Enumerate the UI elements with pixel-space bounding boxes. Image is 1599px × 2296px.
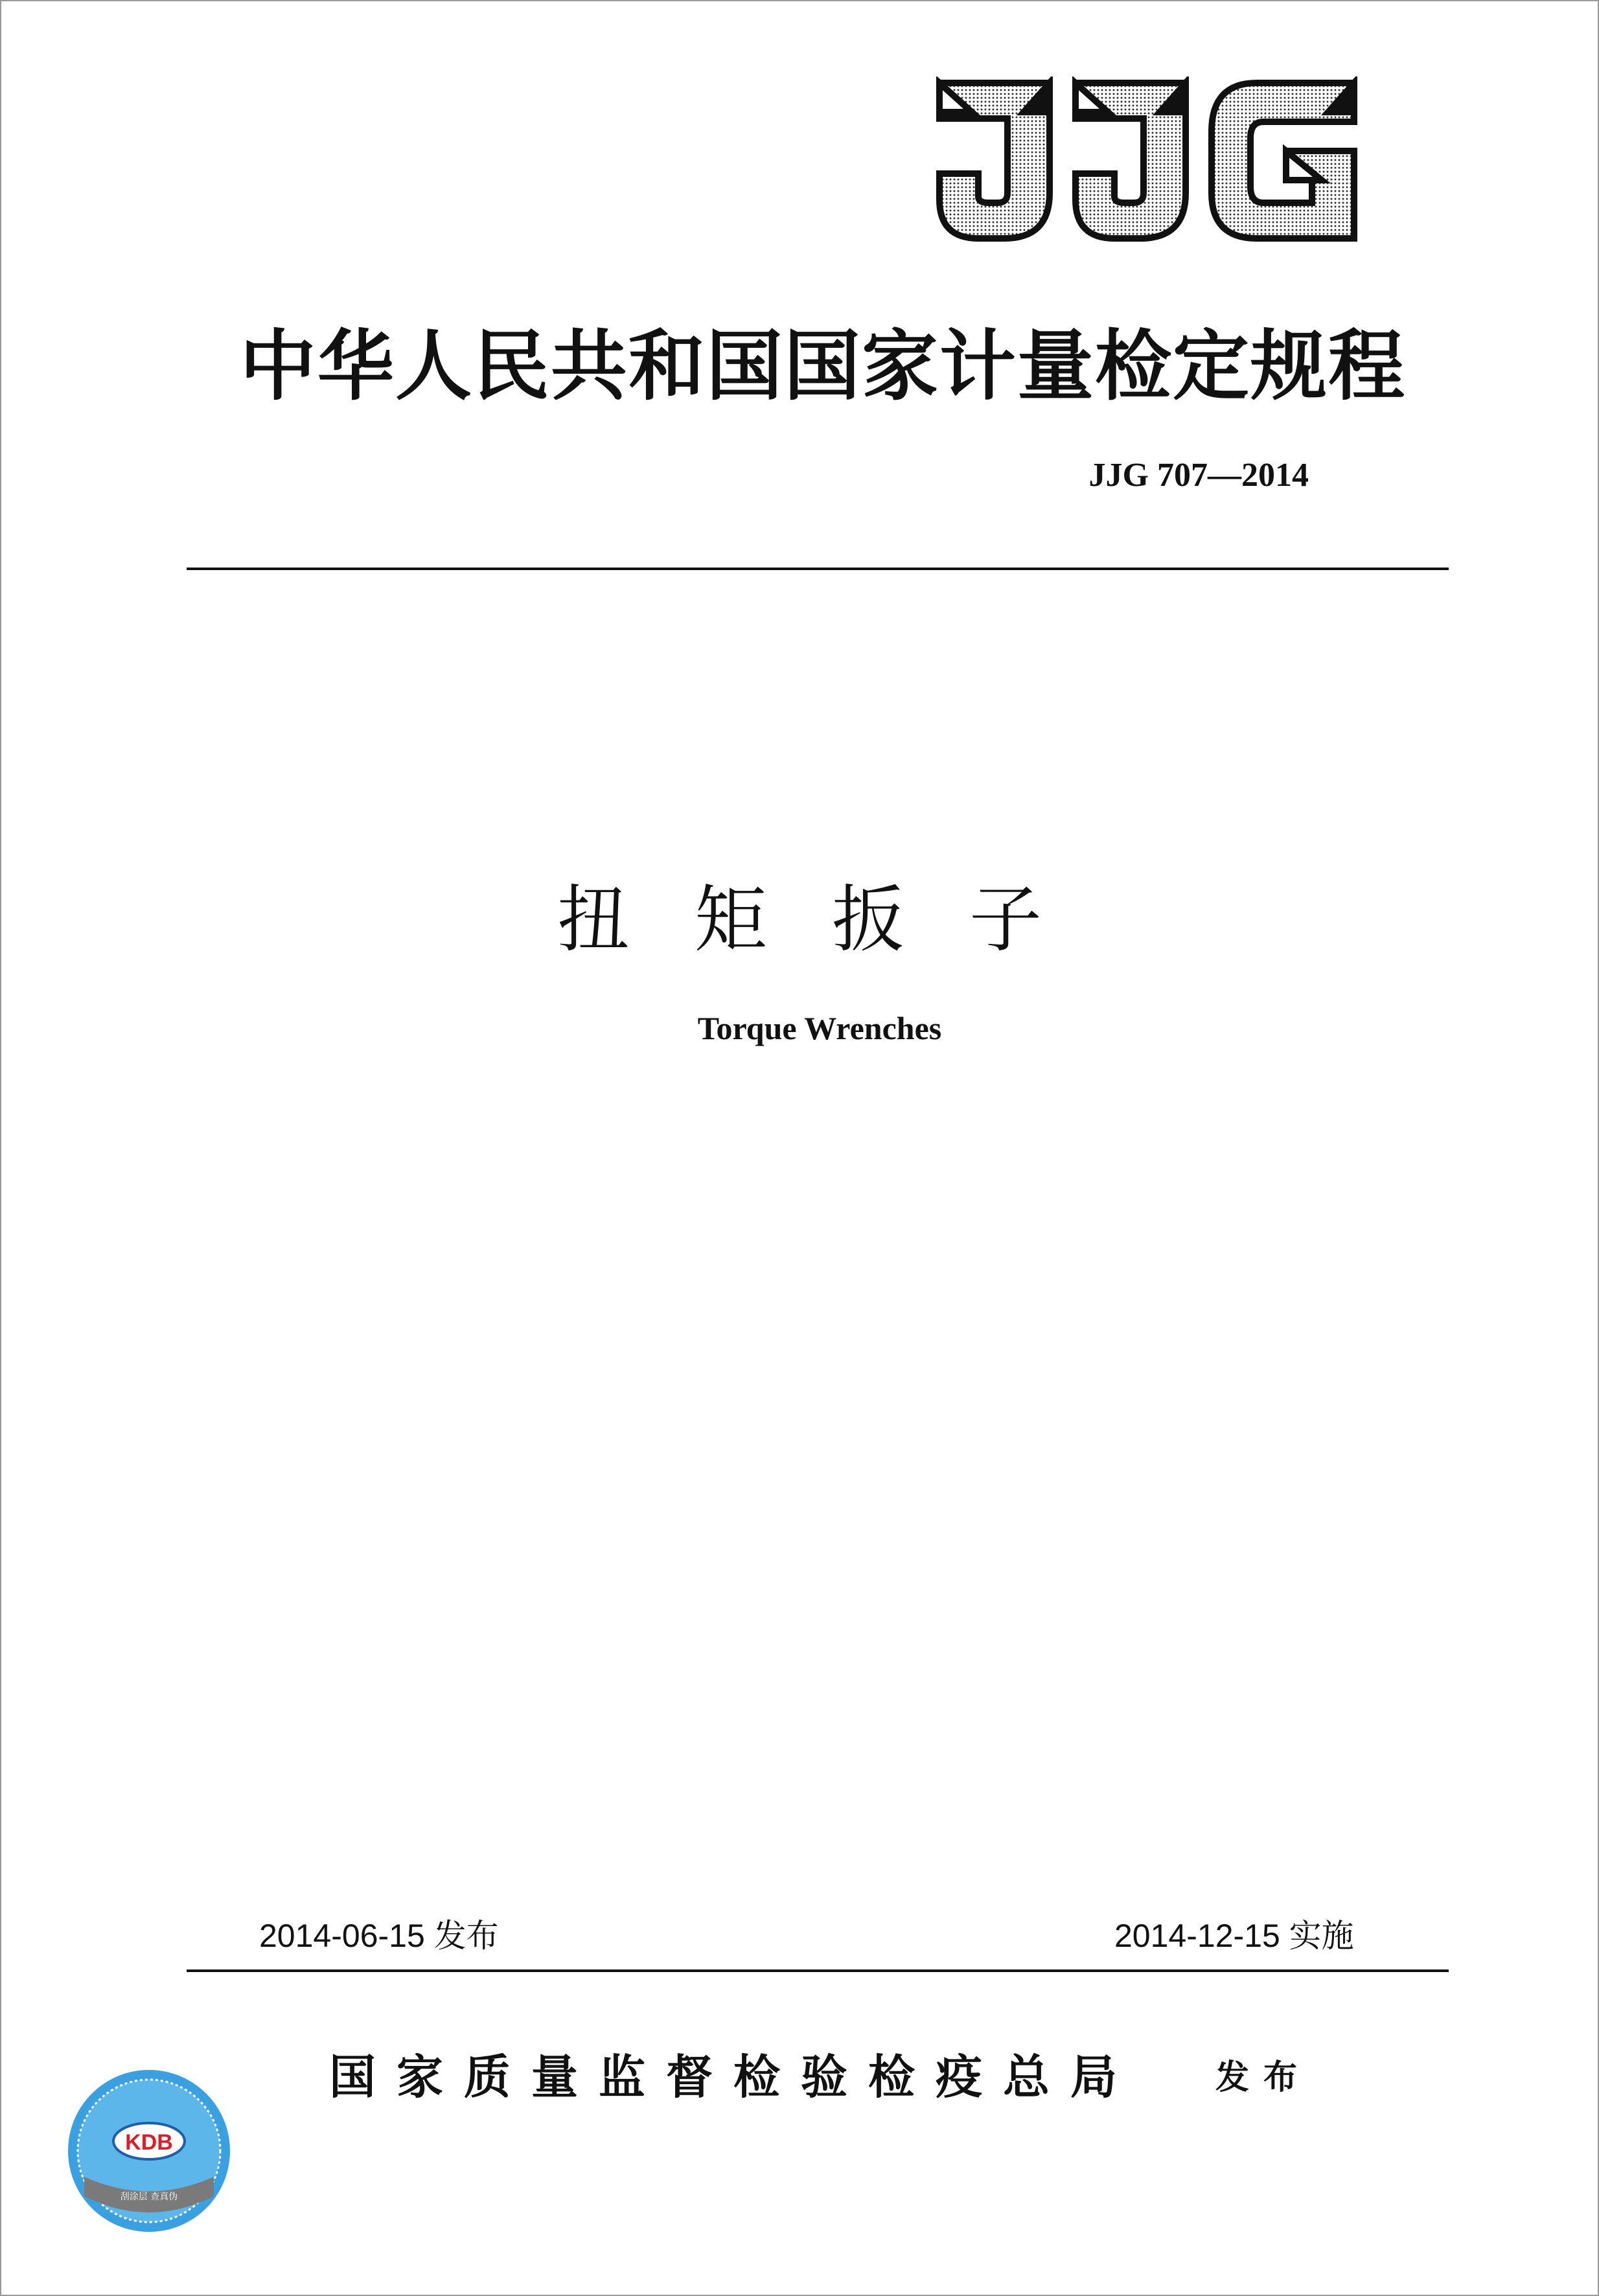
publisher-name: 国家质量监督检验检疫总局 bbox=[329, 2050, 1138, 2104]
bottom-divider bbox=[187, 1969, 1449, 1972]
anti-counterfeit-seal bbox=[65, 2067, 233, 2235]
top-divider bbox=[187, 568, 1449, 570]
jjg-logo bbox=[933, 76, 1361, 245]
document-title-en: Torque Wrenches bbox=[697, 1010, 942, 1046]
seal-logo-text: KDB bbox=[125, 2130, 173, 2155]
implementation-date: 2014-12-15 实施 bbox=[1114, 1918, 1354, 1954]
standard-number: JJG 707—2014 bbox=[1088, 457, 1309, 494]
publisher-suffix: 发布 bbox=[1215, 2058, 1312, 2097]
issue-date: 2014-06-15 发布 bbox=[259, 1918, 499, 1954]
document-title-cn: 扭矩扳子 bbox=[557, 878, 1107, 962]
seal-caption: 刮涂层 查真伪 bbox=[120, 2192, 178, 2202]
regulation-series-title: 中华人民共和国国家计量检定规程 bbox=[239, 321, 1406, 411]
